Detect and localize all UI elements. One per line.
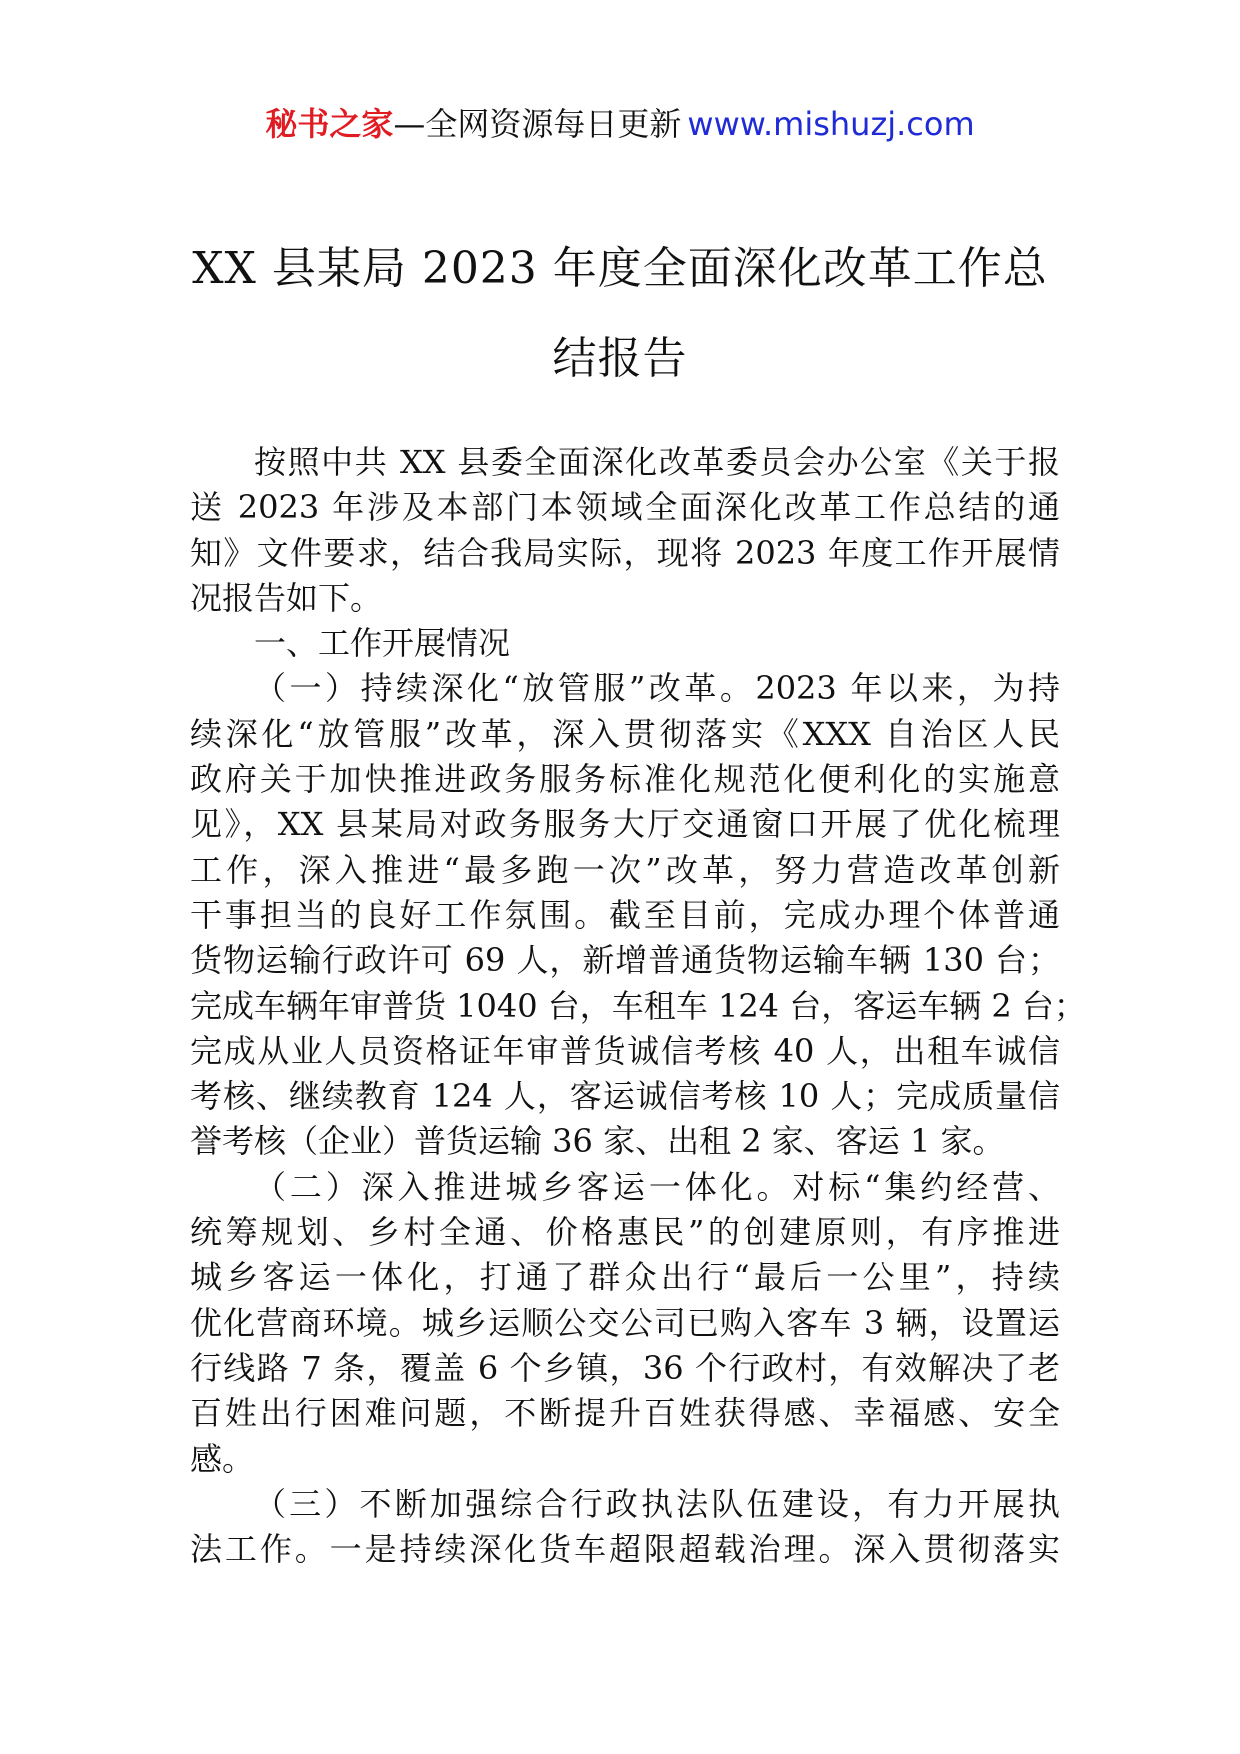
body-line: 优化营商环境。城乡运顺公交公司已购入客车 3 辆，设置运 xyxy=(190,1303,1060,1342)
body-line: 感。 xyxy=(190,1439,255,1478)
body-line: 况报告如下。 xyxy=(190,578,383,617)
body-line: 行线路 7 条，覆盖 6 个乡镇，36 个行政村，有效解决了老 xyxy=(190,1348,1060,1387)
title-line-2: 结报告 xyxy=(552,333,688,384)
body-line: 考核、继续教育 124 人，客运诚信考核 10 人；完成质量信 xyxy=(190,1077,1060,1116)
brand-name: 秘书之家 xyxy=(265,105,394,143)
section-heading: 一、工作开展情况 xyxy=(254,624,511,663)
body-line: 按照中共 XX 县委全面深化改革委员会办公室《关于报 xyxy=(254,443,1060,481)
body-line: 见》，XX 县某局对政务服务大厅交通窗口开展了优化梳理 xyxy=(190,805,1060,844)
body-line: 干事担当的良好工作氛围。截至目前，完成办理个体普通 xyxy=(190,895,1060,934)
body-line: 续深化“放管服”改革，深入贯彻落实《XXX 自治区人民 xyxy=(190,714,1060,753)
body-line: 城乡客运一体化，打通了群众出行“最后一公里”，持续 xyxy=(190,1258,1060,1297)
body-line: 知》文件要求，结合我局实际，现将 2023 年度工作开展情 xyxy=(190,533,1060,572)
body-line: （一）持续深化“放管服”改革。2023 年以来，为持 xyxy=(254,669,1060,708)
body-line: 完成车辆年审普货 1040 台，车租车 124 台，客运车辆 2 台； xyxy=(190,986,1086,1025)
title-line-1: XX 县某局 2023 年度全面深化改革工作总 xyxy=(192,243,1048,294)
page-header xyxy=(0,102,1240,146)
body-line: 政府关于加快推进政务服务标准化规范化便利化的实施意 xyxy=(190,760,1060,799)
body-line: 统筹规划、乡村全通、价格惠民”的创建原则，有序推进 xyxy=(190,1213,1060,1252)
body-line: 工作，深入推进“最多跑一次”改革，努力营造改革创新 xyxy=(190,850,1060,889)
body-line: 法工作。一是持续深化货车超限超载治理。深入贯彻落实 xyxy=(190,1530,1060,1569)
body-line: 货物运输行政许可 69 人，新增普通货物运输车辆 130 台； xyxy=(190,941,1060,980)
header-slogan: —全网资源每日更新 xyxy=(393,105,682,143)
body-line: 送 2023 年涉及本部门本领域全面深化改革工作总结的通 xyxy=(190,488,1060,527)
document-body xyxy=(190,440,1086,1572)
body-line: 百姓出行困难问题，不断提升百姓获得感、幸福感、安全 xyxy=(190,1394,1060,1433)
document-title xyxy=(150,224,1090,404)
body-line: 完成从业人员资格证年审普货诚信考核 40 人，出租车诚信 xyxy=(190,1031,1060,1070)
body-line: （三）不断加强综合行政执法队伍建设，有力开展执 xyxy=(254,1484,1060,1523)
website-link[interactable]: www.mishuzj.com xyxy=(687,105,975,143)
body-line: （二）深入推进城乡客运一体化。对标“集约经营、 xyxy=(254,1167,1060,1206)
body-line: 誉考核（企业）普货运输 36 家、出租 2 家、客运 1 家。 xyxy=(190,1122,1005,1161)
